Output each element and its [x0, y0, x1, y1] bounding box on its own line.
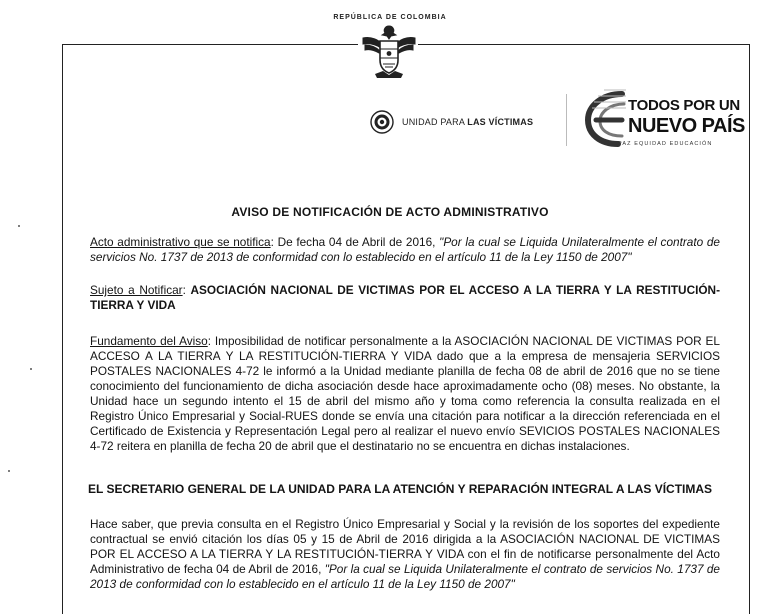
todos-por-un-nuevo-pais-logo — [582, 88, 750, 152]
hace-saber-quote: "Por la cual se Liquida Unilateralmente el contrato de servicios No. 1737 de 2013 de conformidad con lo establecido en el artículo 11 de la Ley 1150 de 2007" — [90, 562, 720, 591]
hace-saber-paragraph — [90, 517, 720, 592]
acto-text: : De fecha 04 de Abril de 2016, — [270, 235, 440, 249]
logo-divider — [566, 94, 567, 146]
hace-saber-text: Hace saber, que previa consulta en el Registro Único Empresarial y Social y la revisión de los soportes del expediente contractual se envió citación los días 05 y 15 de Abril de 2016 dirigida a la ASOCIACIÓN NACIONAL DE VICTIMAS POR EL ACCESO A LA TIERRA Y LA RESTITUCIÓN-TIERRA Y VIDA con el fin de notificarse personalmente del Acto Administrativo de fecha 04 de Abril de 2016, — [90, 517, 720, 576]
fundamento-text: : Imposibilidad de notificar personalmente a la ASOCIACIÓN NACIONAL DE VICTIMAS POR EL ACCESO A LA TIERRA Y LA RESTITUCIÓN-TIERRA Y VIDA dado que a la empresa de mensajeria SERVICIOS POSTALES NACIONALES 4-72 le informó a la Unidad mediante planilla de fecha 08 de abril de 2016 que no se tiene conocimiento del funcionamiento de dicha asociación desde hace aproximadamente ocho (08) meses. No obstante, la Unidad hace un segundo intento el 15 de abril del mismo año y toma como referencia la consulta realizada en el Registro Único Empresarial y Social-RUES donde se envía una citación para notificar a la dirección referenciada en el Certificado de Existencia y Representación Legal pero al realizar el nuevo envío SEVICIOS POSTALES NACIONALES 4-72 reitera en planilla de fecha 20 de abril que el destinatario no se encuentra en dichas instalaciones. — [90, 334, 720, 453]
coat-of-arms-icon — [361, 24, 417, 82]
unidad-victimas-bold: LAS VÍCTIMAS — [467, 117, 534, 127]
republica-header: REPÚBLICA DE COLOMBIA — [333, 14, 447, 21]
sujeto-text: : — [182, 283, 191, 297]
document-title: AVISO DE NOTIFICACIÓN DE ACTO ADMINISTRATIVO — [231, 205, 549, 219]
frame-line-top-right — [418, 44, 750, 45]
unidad-victimas-emblem-icon — [370, 110, 394, 134]
frame-line-top-left — [62, 44, 358, 45]
fundamento-paragraph — [90, 334, 720, 454]
nuevo-pais-text: NUEVO PAÍS — [628, 115, 745, 137]
sujeto-paragraph — [90, 283, 720, 313]
scan-speck — [18, 225, 20, 227]
sujeto-label: Sujeto a Notificar — [90, 283, 183, 297]
scan-speck — [8, 470, 10, 472]
acto-label: Acto administrativo que se notifica — [90, 235, 271, 249]
unidad-victimas-logo — [370, 110, 533, 134]
todos-por-un-text: TODOS POR UN — [628, 97, 740, 114]
acto-quote: "Por la cual se Liquida Unilateralmente el contrato de servicios No. 1737 de 2013 de conformidad con lo establecido en el artículo 11 de la Ley 1150 de 2007" — [90, 235, 720, 264]
sujeto-name: ASOCIACIÓN NACIONAL DE VICTIMAS POR EL ACCESO A LA TIERRA Y LA RESTITUCIÓN-TIERRA Y VIDA — [90, 283, 720, 312]
scan-speck — [30, 368, 32, 370]
unidad-victimas-prefix: UNIDAD PARA — [402, 117, 468, 127]
paz-equidad-educacion-tagline: PAZ EQUIDAD EDUCACIÓN — [618, 141, 713, 147]
acto-paragraph — [90, 235, 720, 265]
unidad-victimas-wordmark — [402, 117, 533, 127]
fundamento-label: Fundamento del Aviso — [90, 334, 208, 348]
frame-line-left — [62, 44, 63, 614]
secretario-heading: EL SECRETARIO GENERAL DE LA UNIDAD PARA LA ATENCIÓN Y REPARACIÓN INTEGRAL A LAS VÍCTIMAS — [88, 482, 713, 496]
nuevo-pais-swoosh-icon — [582, 88, 628, 148]
